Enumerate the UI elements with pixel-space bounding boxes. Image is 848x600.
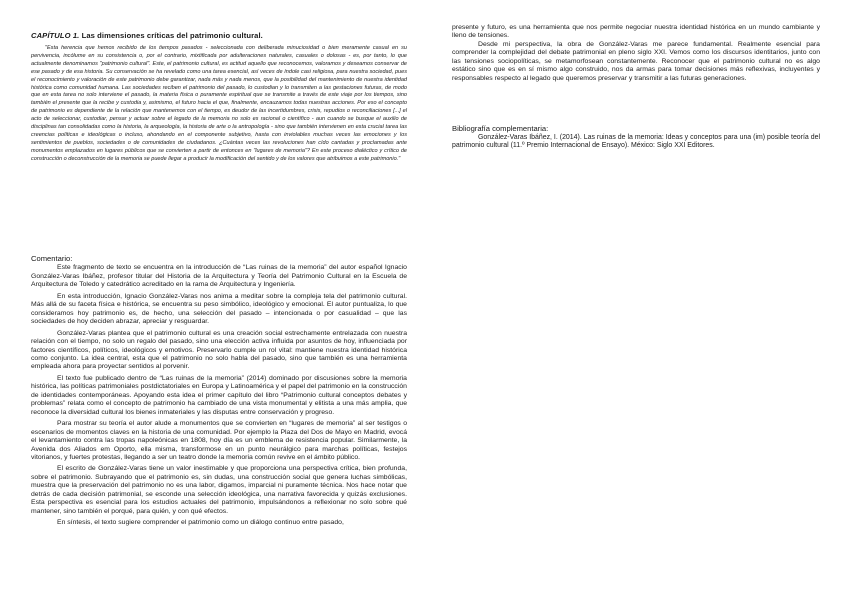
bibliography-section <box>452 125 820 151</box>
commentary-paragraph: El texto fue publicado dentro de “Las ruinas de la memoria” (2014) dominado por discusiones sobre la memoria histórica, las políticas patrimoniales postdictatoriales en Europa y Latinoamérica y el papel del patrimonio en la construcción de identidades contemporáneas. Apoyando esta idea el primer capítulo del libro “Patrimonio cultural conceptos debates y problemas” relata como el concepto de patrimonio ha cambiado de una vista monumental y elitista a una más amplia, que reconoce la diversidad cultural los bienes inmateriales y las disputas entre conservación y progreso. <box>31 374 407 416</box>
quotation-block <box>31 45 407 164</box>
chapter-number: CAPÍTULO 1. <box>31 31 80 40</box>
bibliography-reference: González-Varas Ibáñez, I. (2014). Las ruinas de la memoria: Ideas y conceptos para una (im) posible teoría del patrimonio cultural (11.º Premio Internacional de Ensayo). México: Siglo XXI Editores. <box>452 133 820 150</box>
quotation-text: "Esta herencia que hemos recibido de los tiempos pasados - seleccionada con deliberada minuciosidad o bien meramente casual en su pervivencia, incólume en su consistencia o, por el contrario, mixtificada por adulteraciones naturales, casuales o dolosas - es, por tanto, lo que actualmente denominamos "patrimonio cultural". Este, el patrimonio cultural, es actitud aquello que reconocemos, valoramos y deseamos conservar de ese pasado y de esa historia. Su conservación se ha revelado como una tarea esencial, así veces de índole casi religiosa, para nuestra sociedad, pues el reconocimiento y valoración de este patrimonio debe garantizar, nada más y nada menos, que la posibilidad del mantenimiento de nuestra identidad histórica como comunidad humana. Las sociedades reciben el patrimonio del pasado, lo custodian y lo transmiten a las gestaciones futuras, de modo que en esta tarea no solo interviene el pasado, la materia física o puramente espiritual que se transmite a través de este viaje por los tiempos, sino también el presente que la recibe y custodia y, asimismo, el futuro hacia el que, finalmente, encauzamos todas nuestras acciones. Por eso el concepto de patrimonio es dependiente de la relación que mantenemos con el tiempo, es deudor de las incertidumbres, crisis, repudios o reconciliaciones [...] el acto de seleccionar, custodiar, pensar y actuar sobre el legado de la memoria no solo es racional o científico - aun cuando se busque el auxilio de disciplinas tan consolidadas como la historia, la arqueología, la historia de arte o la antropología - sino que también intervienen en esta crucial tarea las creencias políticas e ideológicas o incluso, ahondando en el componente subjetivo, hasta con inviolables muchas veces las emociones y los sentimientos de pueblos, sociedades o de comunidades de ciudadanos. ¿Cuántas veces las revoluciones han cído cantadas y proclamadas ante monumentos emplazados en lugares públicos que se convierten a partir de entonces en "lugares de memoria"? En este proceso dialéctico y crítico de construcción o deconstrucción de la memoria se puede llegar a producir la modificación del sentido y de los valores que atribuimos a este patrimonio." <box>31 45 407 162</box>
commentary-paragraph: El escrito de González-Varas tiene un valor inestimable y que proporciona una perspectiva crítica, bien profunda, sobre el patrimonio. Subrayando que el patrimonio es, sin dudas, una construcción social que genera luchas simbólicas, muestra que la preservación del patrimonio no es una labor, digamos, imparcial ni puramente técnica. Nos hace notar que detrás de cada decisión patrimonial, se esconde una selección ideológica, una narrativa favorecida y quizás exclusiones. Esta perspectiva es esencial para los estudios actuales del patrimonio, impulsándonos a reflexionar no solo sobre qué mantener, sino también el porqué, para quién, y con qué efectos. <box>31 465 407 515</box>
commentary-paragraph: González-Varas plantea que el patrimonio cultural es una creación social estrechamente entrelazada con nuestra relación con el tiempo, no solo un regalo del pasado, sino una elección activa influida por asuntos de hoy, influenciada por factores científicos, políticos, ideológicos y emotivos. Preservarlo cumple un rol vital: mantiene nuestra identidad histórica como conjunto. La idea central, esta que el patrimonio no solo habla del pasado, sino que también es una herramienta empleada ahora para proyectar sentidos al porvenir. <box>31 329 407 371</box>
chapter-title: Las dimensiones críticas del patrimonio cultural. <box>81 31 263 40</box>
commentary-paragraph: En esta introducción, Ignacio González-Varas nos anima a meditar sobre la compleja tela del patrimonio cultural. Más allá de su faceta física e histórica, se encuentra su peso simbólico, ideológico y emocional. El autor puntualiza, lo que consideramos hoy patrimonio es, de hecho, una selección del pasado – intencionada o por casualidad – que las sociedades de hoy deciden abrazar, apreciar y resguardar. <box>31 292 407 326</box>
continuation-paragraph: presente y futuro, es una herramienta que nos permite negociar nuestra identidad histórica en un mundo cambiante y lleno de tensiones. <box>452 24 820 40</box>
commentary-paragraph: Para mostrar su teoría el autor alude a monumentos que se convierten en “lugares de memoria” al ser testigos o escenarios de momentos claves en la historia de una comunidad. Por ejemplo la Plaza del Dos de Mayo en Madrid, evocá el levantamiento contra las tropas napoleónicas en 1808, hoy día es un emblema de resistencia popular. Similarmente, la Avenida dos Aliados em Oporto, ella misma, transformose en un punto neurálgico para marchas políticas, festejos vitorianos, y fuertes protestas, llegando a ser un teatro donde la memoria común revive en el ámbito público. <box>31 420 407 461</box>
commentary-continuation <box>452 24 820 83</box>
bibliography-heading: Bibliografía complementaria: <box>452 124 549 133</box>
chapter-heading <box>31 31 407 40</box>
opinion-paragraph: Desde mi perspectiva, la obra de González-Varas me parece fundamental. Realmente esencial para comprender la complejidad del debate patrimonial en pleno siglo XXI. Vemos como los discursos identitarios, junto con las tensiones sociopolíticas, se metamorfosean constantemente. Reconocer que el patrimonio cultural no es algo estático sino que es en sí mismo algo construido, nos da armas para tomar decisiones más reflexivas, incluyentes y responsables respecto al legado que queremos preservar y transmitir a las futuras generaciones. <box>452 40 820 82</box>
commentary-paragraph: En síntesis, el texto sugiere comprender el patrimonio como un diálogo continuo entre pasado, <box>57 519 344 527</box>
commentary-heading: Comentario: <box>31 254 73 263</box>
commentary-section <box>31 255 407 528</box>
commentary-paragraph: Este fragmento de texto se encuentra en la introducción de “Las ruinas de la memoria” del autor español Ignacio González-Varas Ibáñez, profesor titular del Historia de la Arquitectura y Teoría del Patrimonio Cultural en la Escuela de Arquitectura de Toledo y catedrático acreditado en la rama de Arquitectura y Ingeniería. <box>31 264 407 289</box>
